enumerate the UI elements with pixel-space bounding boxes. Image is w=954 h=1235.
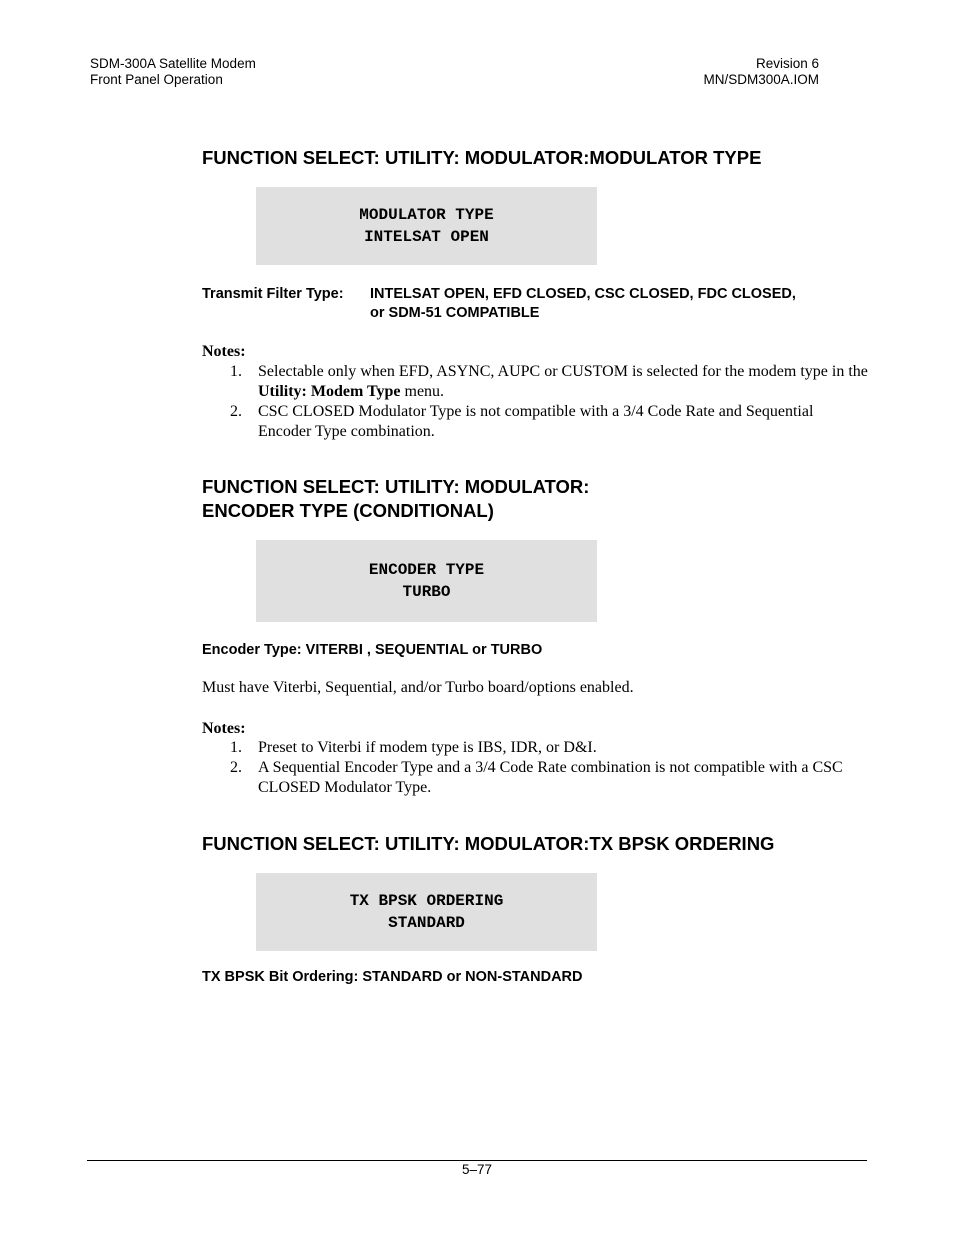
note-text: A Sequential Encoder Type and a 3/4 Code Rate combination is not compatible with a CSC CLOSED Modulator Type.: [258, 759, 843, 796]
header-right: [703, 56, 819, 88]
section-heading-modulator-type: FUNCTION SELECT: UTILITY: MODULATOR:MODULATOR TYPE: [202, 147, 762, 168]
page-number: 5–77: [461, 1162, 493, 1177]
note-number: 1.: [230, 363, 242, 380]
note-item: [230, 758, 870, 798]
lcd-display-tx-bpsk-ordering: [256, 873, 597, 951]
note-text: [258, 362, 870, 402]
doc-title: SDM-300A Satellite Modem: [90, 56, 256, 71]
note-text-part: menu.: [400, 383, 445, 400]
note-text: Preset to Viterbi if modem type is IBS, IDR, or D&I.: [258, 739, 597, 756]
section-heading-tx-bpsk-ordering: FUNCTION SELECT: UTILITY: MODULATOR:TX BPSK ORDERING: [202, 833, 775, 854]
lcd-display-encoder-type: [256, 540, 597, 622]
note-number: 2.: [230, 403, 242, 420]
lcd-line-1: ENCODER TYPE: [368, 561, 485, 579]
lcd-line-2: STANDARD: [388, 914, 465, 932]
lcd-display-modulator-type: [256, 187, 597, 265]
option-text: TX BPSK Bit Ordering: STANDARD or NON-STANDARD: [202, 969, 583, 985]
doc-number: MN/SDM300A.IOM: [703, 72, 819, 87]
note-item: [230, 402, 870, 442]
lcd-line-1: TX BPSK ORDERING: [349, 892, 504, 910]
note-item: [230, 738, 870, 758]
heading-line-2: ENCODER TYPE (CONDITIONAL): [202, 500, 494, 521]
option-values-line-1: INTELSAT OPEN, EFD CLOSED, CSC CLOSED, FDC CLOSED,: [370, 286, 796, 302]
lcd-line-2: INTELSAT OPEN: [364, 228, 489, 246]
notes-label: Notes:: [202, 343, 246, 360]
footer-divider: [87, 1160, 867, 1161]
option-values-line-2: or SDM-51 COMPATIBLE: [370, 305, 540, 321]
heading-line-1: FUNCTION SELECT: UTILITY: MODULATOR:: [202, 476, 590, 497]
body-paragraph: Must have Viterbi, Sequential, and/or Turbo board/options enabled.: [202, 679, 634, 696]
note-number: 1.: [230, 739, 242, 756]
notes-label: Notes:: [202, 720, 246, 737]
note-text-bold: Utility: Modem Type: [258, 383, 401, 400]
note-text-part: Selectable only when EFD, ASYNC, AUPC or CUSTOM is selected for the modem type in the: [258, 363, 868, 380]
option-values: [370, 285, 796, 323]
header-left: [90, 56, 256, 88]
option-label: Transmit Filter Type:: [202, 286, 344, 302]
lcd-line-2: TURBO: [402, 583, 451, 601]
lcd-line-1: MODULATOR TYPE: [359, 206, 494, 224]
note-item: [230, 362, 870, 402]
note-number: 2.: [230, 759, 242, 776]
revision: Revision 6: [755, 56, 819, 71]
option-text: Encoder Type: VITERBI , SEQUENTIAL or TURBO: [202, 642, 543, 658]
chapter-title: Front Panel Operation: [90, 72, 223, 87]
note-text: CSC CLOSED Modulator Type is not compatible with a 3/4 Code Rate and Sequential Encoder Type combination.: [258, 403, 814, 440]
section-heading-encoder-type: [202, 475, 589, 523]
